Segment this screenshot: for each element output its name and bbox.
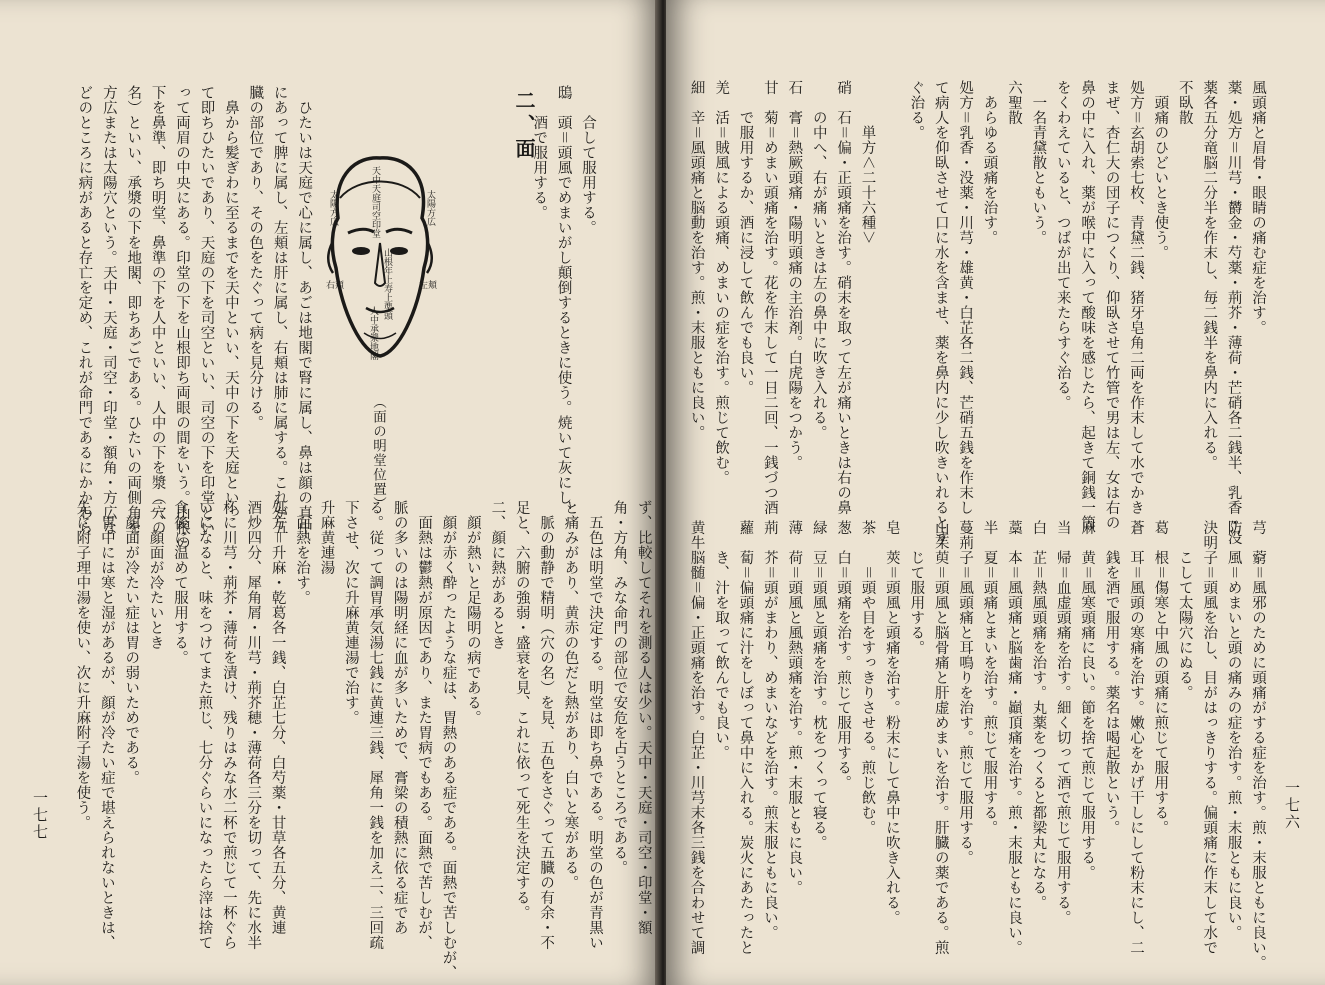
text-line: [880, 80, 904, 500]
text-line: 皂 莢＝頭風と頭痛を治す。粉末にして鼻中に吹き入れる。: [883, 520, 900, 925]
text-line: にあって脾に属し、左頬は肝に属し、右頬は肺に属する。これが五: [271, 85, 288, 535]
text-line: 麻 黄＝風寒頭痛に良い。節を捨て煎じて服用する。: [1079, 520, 1096, 880]
face-label-right-cheek: 右頬: [326, 281, 345, 291]
text-line: 六聖散: [1005, 80, 1022, 125]
page-number-right: 一七六: [1283, 780, 1301, 831]
text-line: 薄 荷＝頭風と風熱頭痛を治す。煎・末服ともに良い。: [786, 520, 803, 895]
text-line: 鼻から髪ぎわに至るまでを天中といい、天中の下を天庭といっ: [222, 85, 239, 520]
text-line: ず、比較してそれを測る人は少い。天中・天庭・司空・印堂・額: [635, 500, 652, 935]
text-line: 硝 石＝偏・正頭痛を治す。硝末を取って左が痛いときは右の鼻: [835, 80, 852, 515]
text-line: 酒で服用する。: [531, 85, 548, 220]
text-line: 茶 ＝頭や目をすっきりさせる。煎じ飲む。: [859, 520, 876, 835]
text-line: 緑 豆＝頭風と頭痛を治す。枕をつくって寝る。: [810, 520, 827, 850]
text-line: 酒炒四分、犀角屑・川芎・荊芥穂・薄荷各三分を切って、先に水半: [245, 500, 262, 950]
text-line: 顔が熱いと足陽明の病である。: [464, 500, 481, 725]
text-line: 荊 芥＝頭がまわり、めまいなどを治す。煎末服ともに良い。: [761, 520, 778, 940]
text-line: 面熱を治す。: [294, 500, 311, 605]
text-line: をくわえていると、つばが出て来たらすぐ治る。: [1054, 80, 1071, 410]
text-line: 先に附子理中湯を使い、次に升麻附子湯を使う。: [74, 500, 91, 830]
text-line: って両眉の中央にある。印堂の下を山根即ち両眼の間をいう。山根の: [174, 85, 191, 550]
text-line: 処方＝乳香・没薬・川芎・雄黄・白芷各二銭、芒硝五銭を作末し: [957, 80, 974, 515]
text-line: 下させ、次に升麻黄連湯で治す。: [342, 500, 359, 725]
text-line: 薬・処方＝川芎・欝金・芍薬・荊芥・薄荷・芒硝各二銭半、乳香・没: [1225, 80, 1242, 545]
text-line: 半 夏＝頭痛とまいを治す。煎じて服用する。: [981, 520, 998, 835]
text-line: 甘 菊＝めまい頭痛を治す。花を作末して一日二回、一銭づつ酒: [761, 80, 778, 515]
text-line: 石 膏＝熱厥頭痛・陽明頭痛の主治剤。白虎陽をつかう。: [786, 80, 803, 470]
face-label-mouth: 人中承漿地閣: [368, 306, 378, 360]
text-line: 銭を酒で服用する。薬名は喝起散という。: [1103, 520, 1120, 835]
text-line: 合して服用する。: [580, 85, 596, 235]
text-line: じて服用する。: [908, 520, 925, 655]
text-line: て病人を仰臥させて口に水を含ませ、薬を鼻内に少し吹きいれるとす: [932, 80, 949, 545]
text-line: どのところに病があると存亡を定め、これが命門であるにかかわら: [76, 85, 93, 535]
text-line: 臓の部位であり、その色をたぐって病を見分ける。: [247, 85, 264, 430]
text-line: まぜ、杏仁大の団子につくり、仰臥させて竹管で男は左、女は右の: [1103, 80, 1120, 530]
text-line: 鼻の中に入れ、薬が喉中に入って酸味を感じたら、起きて銅銭一箇: [1079, 80, 1096, 530]
text-line: 蔓荊子＝風頭痛と耳鳴りを治す。煎じて服用する。: [957, 520, 974, 865]
text-line: 羌 活＝賊風による頭痛、めまいの症を治す。煎じて飲む。: [713, 80, 730, 485]
section-heading-face: 二、面: [512, 90, 536, 162]
text-line: 足と、六腑の強弱・盛衰を見、これに依って死生を決定する。: [513, 500, 530, 920]
right-page-top-text: [684, 80, 1270, 545]
text-line: 白 芷＝熱風頭痛を治す。丸薬をつくると都梁丸になる。: [1030, 520, 1047, 910]
text-line: 風頭痛と眉骨・眼睛の痛む症を治す。: [1250, 80, 1266, 335]
text-line: 処方＝玄胡索七枚、青黛二銭、猪牙皂角二両を作末して水でかき: [1127, 80, 1144, 515]
face-label-forehead: 天中天庭司空印堂: [370, 166, 380, 238]
text-line: き、汁を取って飲んでも良い。: [713, 520, 730, 760]
figure-caption: （面の明堂位置）: [370, 395, 386, 511]
text-line: る。従って調胃承気湯七銭に黄連三銭、犀角一銭を加え二、三回疏: [367, 500, 384, 950]
text-line: 胃中には寒と湿があるが、顔が冷たい症で堪えられないときは、: [98, 500, 115, 950]
text-line: 角・方角、みな命門の部位で安危を占うところである。: [611, 500, 628, 875]
right-page-bottom-text: [684, 520, 1270, 970]
text-line: 葱 白＝頭痛を治す。煎じて服用する。: [835, 520, 852, 790]
text-line: 杯に川芎・荊芥・薄荷を漬け、残りはみな水二杯で煎じて一杯ぐら: [220, 500, 237, 950]
face-diagram-illustration: [318, 148, 443, 363]
text-line: 下を鼻準、即ち明堂、鼻準の下を人中といい、人中の下を漿（穴の: [149, 85, 166, 535]
text-line: で服用するか、酒に浸して飲んでも良い。: [737, 80, 754, 395]
text-line: 脈の動静で精明（穴の名）を見、五色をさぐって五臓の有余・不: [538, 500, 555, 950]
text-line: 芎 藭＝風邪のために頭痛がする症を治す。煎・末服ともに良い。: [1250, 520, 1266, 970]
face-diagram: [318, 148, 443, 363]
text-line: 方広または太陽穴という。天中・天庭・司空・印堂・額角・方広な: [100, 85, 117, 535]
text-line: ひたいは天庭で心に属し、あごは地閣で腎に属し、鼻は顔の真中: [296, 85, 313, 535]
text-line: 一名青黛散ともいう。: [1030, 80, 1047, 245]
text-line: 細 辛＝風頭痛と脳動を治す。煎・末服ともに良い。: [688, 80, 705, 440]
text-line: 蒼 耳＝風頭の寒痛を治す。嫩心をかげ干しにして粉末にし、二: [1127, 520, 1144, 955]
text-line: いになると、味をつけてまた煎じ、七分ぐらいになったら滓は捨て: [196, 500, 213, 950]
text-line: 当 帰＝血虚頭痛を治す。細く切って酒で煎じて服用する。: [1054, 520, 1071, 925]
text-line: 単方＜二十六種＞: [859, 80, 876, 245]
text-line: て即ちひたいであり、天庭の下を司空といい、司空の下を印堂とい: [198, 85, 215, 535]
text-line: の中へ、右が痛いときは左の鼻中に吹き入れる。: [810, 80, 827, 440]
text-line: 五色は明堂で決定する。明堂は即ち鼻である。明堂の色が青黒い: [586, 500, 603, 950]
text-line: 薬各五分竜脳二分半を作末し、毎二銭半を鼻内に入れる。: [1201, 80, 1218, 470]
face-label-nose: 山根年上寿上準頭: [382, 248, 392, 320]
text-line: こして太陽穴にぬる。: [1176, 520, 1193, 700]
text-line: 升麻黄連湯: [318, 500, 335, 575]
face-label-left-side: 太陽方広: [328, 190, 338, 226]
text-line: 藁 本＝風頭痛と脳歯痛・巓頂痛を治す。煎・末服ともに良い。: [1005, 520, 1022, 955]
text-line: あらゆる頭痛を治す。: [981, 80, 998, 245]
text-line: 葛 根＝傷寒と中風の頭痛に煎じて服用する。: [1152, 520, 1169, 835]
page-number-left: 一七七: [31, 790, 49, 841]
text-line: 黄牛脳髄＝偏・正頭痛を治す。白芷・川芎末各三銭を合わせて調: [688, 520, 705, 955]
text-line: 蘿 蔔＝偏頭痛に汁をしぼって鼻中に入れる。炭火にあたったと: [737, 520, 754, 955]
text-line: 二、顔に熱があるとき: [489, 500, 506, 650]
text-line: 顔面が冷たい症は胃の弱いためである。: [123, 500, 140, 785]
text-line: 二、顔面が冷たいとき: [147, 500, 164, 650]
text-line: 防 風＝めまいと頭の痛みの症を治す。煎・末服ともに良い。: [1225, 520, 1242, 940]
text-line: 不臥散: [1176, 80, 1193, 125]
left-page-face-text: [72, 85, 316, 550]
text-line: 名）といい、承漿の下を地閣、即ちあごである。ひたいの両側角を: [125, 85, 142, 535]
right-page: [666, 0, 1325, 985]
text-line: 処方＝升麻・乾葛各一銭、白芷七分、白芍薬・甘草各五分、黄連: [269, 500, 286, 935]
face-label-left-cheek: 左頬: [418, 281, 437, 291]
text-line: と痛みがあり、黄赤の色だと熱があり、白いと寒がある。: [562, 500, 579, 890]
text-line: 頭痛のひどいとき使う。: [1152, 80, 1169, 260]
text-line: 鴟 頭＝頭風でめまいがし顛倒するときに使う。焼いて灰にし、: [555, 85, 572, 520]
text-line: 顔が赤く酔ったような症は、胃熱のある症である。面熱で苦しむが、: [440, 500, 457, 980]
text-line: 面熱は鬱熱が原因であり、また胃病でもある。面熱で苦しむが、: [416, 500, 433, 950]
text-line: 決明子＝頭風を治し、目がはっきりする。偏頭痛に作末して水で: [1201, 520, 1218, 955]
face-label-right-side: 太陽方広: [425, 190, 435, 226]
left-page-bottom-text: [70, 500, 656, 980]
text-line: 山茱萸＝頭風と脳骨痛と肝虚めまいを治す。肝臓の薬である。煎: [932, 520, 949, 955]
text-line: 脈の多いのは陽明経に血が多いためで、膏梁の積熱に依る症であ: [391, 500, 408, 935]
text-line: ぐ治る。: [908, 80, 925, 140]
left-page: [0, 0, 660, 985]
text-line: 食後に温めて服用する。: [172, 500, 189, 665]
